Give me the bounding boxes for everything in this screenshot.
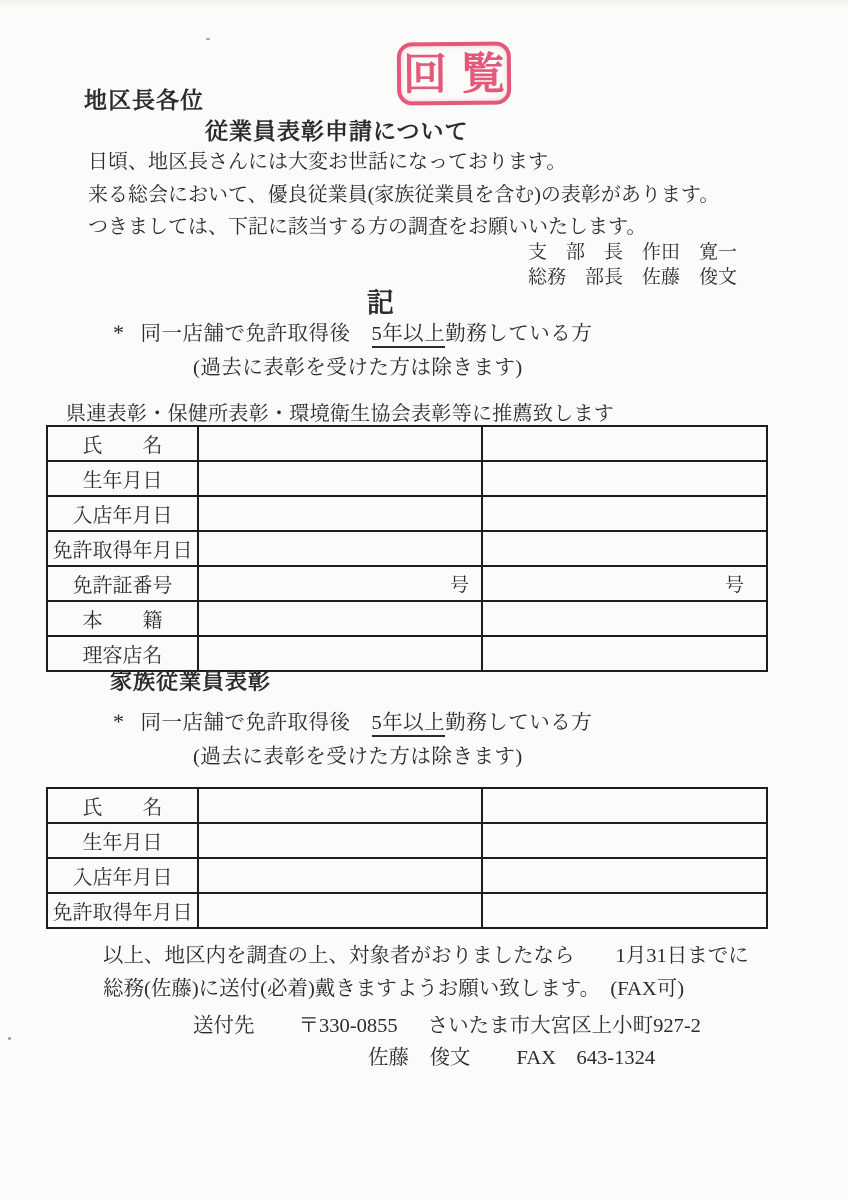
family-eligibility-condition (113, 705, 592, 735)
signature-role: 総務 部長 (528, 266, 624, 288)
table-row-license-date (48, 530, 766, 565)
entry-field (199, 789, 483, 822)
entry-field (483, 532, 766, 565)
entry-field (199, 824, 483, 857)
condition-duration: 5年以上 (372, 712, 446, 737)
table-row-name (48, 789, 766, 822)
entry-field (199, 532, 483, 565)
closing-line-2: 総務(佐藤)に送付(必着)戴きますようお願い致します。 (FAX可) (103, 978, 685, 1000)
row-label: 理容店名 (48, 637, 199, 670)
condition-pre: 同一店舗で免許取得後 (140, 323, 372, 345)
signature-branch-chief (528, 241, 737, 266)
intro-line-3: つきましては、下記に該当する方の調査をお願いいたします。 (88, 216, 647, 239)
row-label: 免許証番号 (48, 567, 199, 600)
condition-pre: 同一店舗で免許取得後 (140, 712, 372, 734)
entry-field-license-no-1 (199, 567, 483, 600)
table-row-store-entry-date (48, 857, 766, 892)
condition-post: 勤務している方 (445, 323, 593, 345)
row-label: 入店年月日 (48, 497, 199, 530)
signature-name: 作田 寛一 (642, 242, 738, 263)
row-label: 本 籍 (48, 602, 199, 635)
entry-field (199, 462, 483, 495)
asterisk-marker: * (113, 709, 125, 734)
notice-heading-ki: 記 (367, 288, 394, 318)
entry-field (483, 497, 766, 530)
eligibility-condition (113, 316, 592, 346)
table-row-name (48, 427, 766, 460)
entry-field-license-no-2 (483, 567, 766, 600)
closing-line-1: 以上、地区内を調査の上、対象者がおりましたなら 1月31日までに (103, 945, 749, 967)
scan-speckle (206, 38, 210, 40)
intro-paragraph (88, 146, 719, 244)
send-to-label: 送付先 (193, 1015, 255, 1037)
contact-line (368, 1040, 655, 1070)
table-row-birthdate (48, 822, 766, 857)
entry-field (483, 824, 766, 857)
send-to-line (193, 1008, 701, 1038)
table-row-birthdate (48, 460, 766, 495)
row-label: 入店年月日 (48, 859, 199, 892)
circulation-stamp (397, 42, 520, 106)
family-employee-award-table (46, 787, 768, 929)
family-exclusion-note: (過去に表彰を受けた方は除きます) (193, 746, 523, 768)
table-row-license-date (48, 892, 766, 927)
entry-field (483, 894, 766, 927)
address: さいたま市大宮区上小町927-2 (427, 1015, 701, 1037)
table-row-registered-domicile (48, 600, 766, 635)
signature-gap (623, 241, 642, 266)
row-label: 氏 名 (48, 789, 199, 822)
scan-speckle (8, 1037, 11, 1040)
signature-gap (623, 266, 642, 291)
family-section-heading: 家族従業員表彰 (110, 669, 272, 694)
entry-field (483, 859, 766, 892)
intro-line-2: 来る総会において、優良従業員(家族従業員を含む)の表彰があります。 (88, 183, 720, 206)
circulation-stamp-text: 回覧 (402, 48, 520, 99)
entry-field (483, 789, 766, 822)
signature-general-affairs (528, 266, 737, 291)
condition-duration: 5年以上 (372, 323, 446, 348)
row-label: 免許取得年月日 (48, 894, 199, 927)
intro-line-1: 日頃、地区長さんには大変お世話になっております。 (88, 151, 567, 173)
entry-field (483, 637, 766, 670)
table-row-license-number (48, 565, 766, 600)
entry-field (199, 602, 483, 635)
entry-field (483, 602, 766, 635)
signature-name: 佐藤 俊文 (642, 266, 738, 288)
entry-field (199, 894, 483, 927)
condition-post: 勤務している方 (445, 712, 593, 734)
entry-field (199, 497, 483, 530)
employee-award-table (46, 425, 768, 672)
entry-field (199, 859, 483, 892)
signature-role: 支 部 長 (528, 242, 624, 263)
row-label: 免許取得年月日 (48, 532, 199, 565)
exclusion-note: (過去に表彰を受けた方は除きます) (193, 357, 523, 379)
entry-field (483, 427, 766, 460)
document-title: 従業員表彰申請について (205, 119, 469, 144)
signature-block (528, 241, 737, 290)
table1-caption: 県連表彰・保健所表彰・環境衛生協会表彰等に推薦致します (66, 403, 615, 425)
closing-paragraph (103, 940, 749, 1006)
unit-label-go: 号 (724, 575, 744, 596)
row-label: 生年月日 (48, 462, 199, 495)
entry-field (483, 462, 766, 495)
contact-name: 佐藤 俊文 (368, 1047, 471, 1069)
table-row-store-entry-date (48, 495, 766, 530)
fax-number: FAX 643-1324 (516, 1047, 656, 1069)
unit-label-go: 号 (449, 575, 469, 596)
postal-code: 〒330-0855 (298, 1015, 398, 1037)
entry-field (199, 427, 483, 460)
row-label: 生年月日 (48, 824, 199, 857)
salutation: 地区長各位 (84, 88, 204, 113)
row-label: 氏 名 (48, 427, 199, 460)
asterisk-marker: * (113, 320, 125, 345)
